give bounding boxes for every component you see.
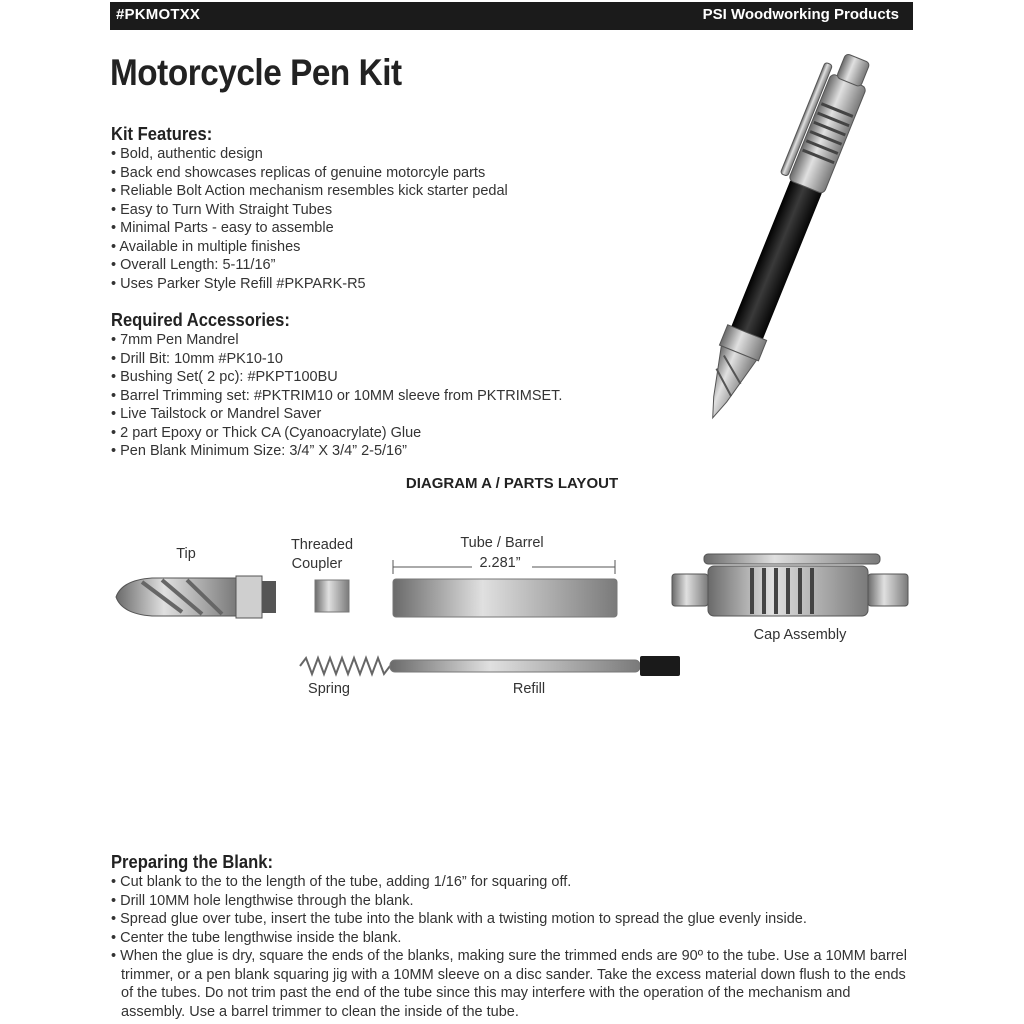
header-bar: [110, 2, 913, 30]
tube-barrel-image: [392, 578, 618, 618]
spring-label: Spring: [308, 681, 350, 697]
cap-assembly-image: [668, 552, 914, 624]
preparing-blank-list: [111, 873, 911, 1021]
accessory-item: • Live Tailstock or Mandrel Saver: [111, 405, 562, 424]
kit-features-heading: Kit Features:: [111, 124, 213, 144]
accessory-item: • Pen Blank Minimum Size: 3/4” X 3/4” 2-5/16”: [111, 442, 562, 461]
kit-features-list: [111, 145, 508, 293]
accessory-item: • 7mm Pen Mandrel: [111, 331, 562, 350]
spring-refill-image: [296, 652, 686, 680]
pen-product-image: [660, 38, 900, 438]
preparation-step: • When the glue is dry, square the ends of the blanks, making sure the trimmed ends are 90º to the tube. Use a 10MM barrel trimmer, or a pen blank squaring jig with a 10MM sleeve on a disc sander. Take the excess material down flush to the ends of the tubes. Do not trim past the end of the tube since this may interfere with the operation of the mechanism and assembly. Use a barrel trimmer to clean the inside of the tube.: [111, 947, 911, 1021]
cap-assembly-label: Cap Assembly: [753, 627, 847, 643]
feature-item: • Available in multiple finishes: [111, 238, 508, 257]
diagram-title: DIAGRAM A / PARTS LAYOUT: [405, 475, 619, 492]
feature-item: • Uses Parker Style Refill #PKPARK-R5: [111, 275, 508, 294]
accessory-item: • Drill Bit: 10mm #PK10-10: [111, 350, 562, 369]
accessory-item: • Bushing Set( 2 pc): #PKPT100BU: [111, 368, 562, 387]
kit-features-section: [111, 124, 508, 293]
page-title: Motorcycle Pen Kit: [110, 52, 402, 93]
tube-dimension-line: [392, 560, 616, 574]
feature-item: • Bold, authentic design: [111, 145, 508, 164]
refill-label: Refill: [512, 681, 546, 697]
tip-label: Tip: [176, 546, 196, 562]
preparing-blank-heading: Preparing the Blank:: [111, 852, 273, 872]
feature-item: • Easy to Turn With Straight Tubes: [111, 201, 508, 220]
feature-item: • Back end showcases replicas of genuine motorcyle parts: [111, 164, 508, 183]
tube-length-label: 2.281”: [479, 555, 521, 571]
feature-item: • Minimal Parts - easy to assemble: [111, 219, 508, 238]
sku-label: #PKMOTXX: [116, 6, 201, 23]
required-accessories-heading: Required Accessories:: [111, 310, 290, 330]
preparation-step: • Cut blank to the to the length of the tube, adding 1/16” for squaring off.: [111, 873, 911, 892]
preparation-step: • Drill 10MM hole lengthwise through the blank.: [111, 892, 911, 911]
tube-label: Tube / Barrel: [460, 535, 544, 551]
accessory-item: • Barrel Trimming set: #PKTRIM10 or 10MM sleeve from PKTRIMSET.: [111, 387, 562, 406]
preparation-step: • Spread glue over tube, insert the tube into the blank with a twisting motion to spread the glue evenly inside.: [111, 910, 911, 929]
brand-label: PSI Woodworking Products: [702, 6, 899, 23]
coupler-label-line1: Threaded: [290, 537, 354, 553]
accessory-item: • 2 part Epoxy or Thick CA (Cyanoacrylate) Glue: [111, 424, 562, 443]
feature-item: • Overall Length: 5-11/16”: [111, 256, 508, 275]
tip-part-image: [112, 572, 282, 622]
preparing-blank-section: [111, 852, 911, 1021]
required-accessories-section: [111, 310, 562, 461]
preparation-step: • Center the tube lengthwise inside the blank.: [111, 929, 911, 948]
coupler-label-line2: Coupler: [291, 556, 343, 572]
threaded-coupler-image: [314, 579, 350, 613]
feature-item: • Reliable Bolt Action mechanism resembles kick starter pedal: [111, 182, 508, 201]
required-accessories-list: [111, 331, 562, 461]
